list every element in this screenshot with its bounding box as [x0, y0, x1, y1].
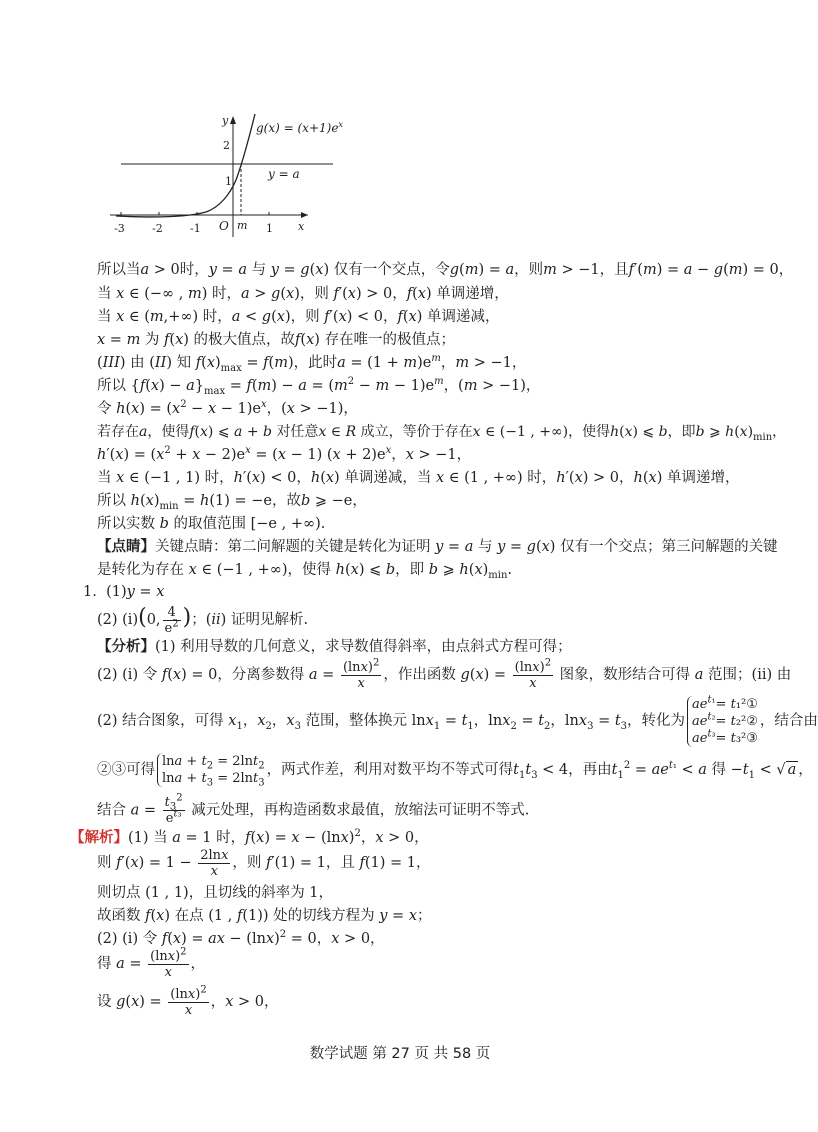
fenxi-line-5: 结合 a = $\frac{t_3^2}{e^{t_3}}$ 减元处理，再构造函数求最值，放缩法可证明不等式. [97, 792, 530, 826]
curve-label-exp: x [338, 120, 343, 129]
jiexi-line-7: 设 g(x) = $\frac{(\ln x)^2}{x}$ ，x > 0， [97, 984, 279, 1018]
m-label: m [237, 219, 248, 232]
line-label: y = a [268, 167, 300, 181]
fenxi-line-1: 【分析】(1) 利用导数的几何意义，求导数值得斜率，由点斜式方程可得； [97, 638, 572, 655]
line-7: 令 $h(x) = (x^2 - x - 1)e^x$，(x > −1)， [97, 399, 358, 417]
y-axis-label: y [222, 114, 229, 127]
jiexi-line-3: 则切点 (1 , 1)，且切线的斜率为 1， [97, 885, 334, 901]
line-10: 当 x ∈ (−1 , 1) 时，h′(x) < 0，h(x) 单调递减，当 x ∈ (1 , +∞) 时，h′(x) > 0，h(x) 单调递增， [97, 470, 740, 486]
line-12: 所以实数 b 的取值范围 [−e , +∞). [97, 516, 326, 532]
line-11: 所以 $h(x)_{min} = h(1) = -e$，故b ⩾ −e， [97, 493, 367, 512]
line-2: 当 x ∈ (−∞ , m) 时，a > g(x)，则 f′(x) > 0，f(x) 单调递增， [97, 286, 509, 302]
line-3: 当 x ∈ (m,+∞) 时，a < g(x)，则 f′(x) < 0，f(x) 单调递减， [97, 309, 500, 325]
tick-y-1: 1 [225, 175, 232, 188]
dianjing-line-1: 【点睛】关键点睛：第二问解题的关键是转化为证明 y = a 与 y = g(x) 仅有一个交点；第三问解题的关键 [97, 538, 778, 555]
line-6: 所以 $\{f(x) - a\}_{max} = f(m) - a = (m^2 - m - 1)e^m$，(m > −1)， [97, 376, 541, 397]
jiexi-line-1: 【解析】(1) 当 a = 1 时，$f(x) = x - (\ln x)^2$，x > 0， [70, 828, 429, 846]
line-1: 所以当a > 0时，y = a 与 y = g(x) 仅有一个交点，令g(m) = a，则m > −1，且f′(m) = a − g(m) = 0， [97, 262, 794, 278]
fenxi-line-2: (2) (i) 令 f(x) = 0，分离参数得 a = $\frac{(\ln x)^2}{x}$ ，作出函数 g(x) = $\frac{(\ln x)^2}{x}$ 图象，数形结合可得 a 范围；(ii) 由 [97, 657, 792, 691]
tick-x-neg3: -3 [114, 222, 125, 235]
line-9: $h'(x) = (x^2 + x - 2)e^x = (x - 1) (x + 2)e^x$，x > −1， [97, 445, 472, 463]
question-1-answer-2: (2) (i)(0, $\frac{4}{e^2}$ )；(ii) 证明见解析. [97, 604, 309, 636]
fenxi-line-4: ②③可得$\ln a + t_2 = 2\ln t_2$ $\ln a + t_3 = 2\ln t_3$，两式作差，利用对数平均不等式可得$t_1t_3 < 4$，再由$t_1^2 = ae^{t_1} < a$ 得 $-t_1$ < √ a ， [97, 754, 813, 789]
jiexi-line-4: 故函数 f(x) 在点 (1 , f(1)) 处的切线方程为 y = x； [97, 908, 432, 924]
curve-label: g(x) = (x+1)e [256, 121, 339, 135]
line-4: x = m 为 f(x) 的极大值点，故f(x) 存在唯一的极值点； [97, 332, 456, 348]
origin-label: O [219, 219, 229, 233]
jiexi-line-6: 得 a = $\frac{(\ln x)^2}{x}$ ， [97, 946, 206, 980]
jiexi-line-2: 则 f′(x) = 1 − $\frac{2\ln x}{x}$ ，则 f′(1) = 1，且 f(1) = 1， [97, 847, 431, 879]
fenxi-line-3: (2) 结合图象，可得 $x_1$，$x_2$，$x_3$ 范围，整体换元 $\ln x_1 = t_1$，$\ln x_2 = t_2$，$\ln x_3 = t_3$，转化为$ae^{t_1}=$ t₁²① $ae^{t_2}=$ t₂²② $ae^{t_3}=$ t₃²③，结合由 [97, 694, 818, 746]
tick-y-2: 2 [223, 139, 230, 152]
jiexi-line-5: (2) (i) 令 f(x) = ax − $(\ln x)^2 = 0$，x > 0， [97, 929, 385, 947]
tick-x-1: 1 [266, 222, 273, 235]
question-1-answer-1: 1. (1)y = x [83, 584, 165, 600]
svg-text:g(x) = (x+1)ex [256, 120, 343, 135]
x-axis-label: x [298, 220, 305, 233]
tick-x-neg1: -1 [190, 222, 201, 235]
dianjing-line-2: 是转化为存在 x ∈ (−1 , +∞)，使得 h(x) ⩽ b，即 b ⩾ $h(x)_{min}$. [97, 562, 513, 581]
function-graph [108, 112, 343, 242]
line-8: 若存在a，使得f(x) ⩽ a + b 对任意x ∈ R 成立，等价于存在x ∈ (−1 , +∞)，使得h(x) ⩽ b，即b ⩾ $h(x)_{min}$， [97, 424, 787, 443]
line-5: (III) 由 (II) 知 $f(x)_{max} = f(m)$，此时$a = (1 + m)e^m$，m > −1， [97, 353, 527, 374]
page-footer: 数学试题 第 27 页 共 58 页 [309, 1046, 491, 1062]
tick-x-neg2: -2 [152, 222, 163, 235]
